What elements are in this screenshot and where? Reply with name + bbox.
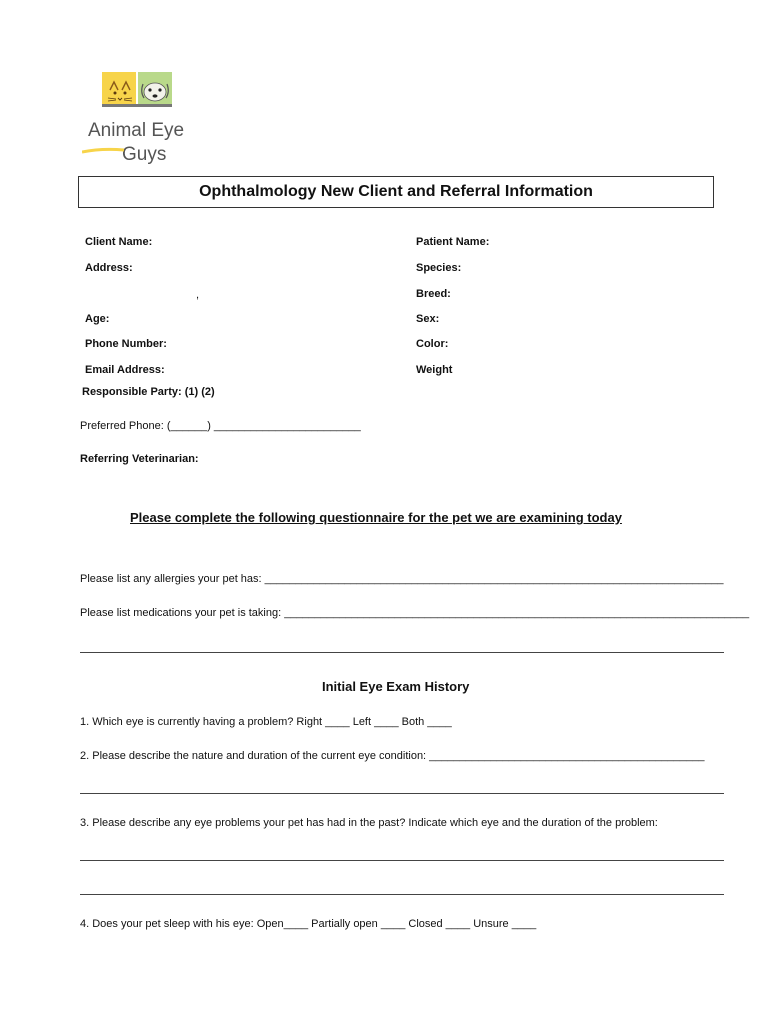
history-heading: Initial Eye Exam History <box>322 679 470 694</box>
color-label: Color: <box>416 338 449 350</box>
phone-number-label: Phone Number: <box>85 338 167 350</box>
animal-eye-guys-logo <box>82 70 194 170</box>
medications-extra-line[interactable] <box>80 652 724 653</box>
age-label: Age: <box>85 313 110 325</box>
responsible-party-label: Responsible Party: (1) (2) <box>82 386 215 398</box>
logo-graphic <box>82 70 194 170</box>
question-3-line-2[interactable] <box>80 894 724 895</box>
referring-veterinarian-label: Referring Veterinarian: <box>80 453 199 465</box>
address-comma: , <box>196 289 200 301</box>
weight-label: Weight <box>416 364 453 376</box>
form-title-box <box>78 176 714 208</box>
form-title: Ophthalmology New Client and Referral Information <box>199 183 593 200</box>
medications-field[interactable]: Please list medications your pet is taking: ____________________________________________________________________________ <box>80 607 750 619</box>
address-label: Address: <box>85 262 133 274</box>
questionnaire-heading: Please complete the following questionnaire for the pet we are examining today <box>130 510 622 525</box>
sex-label: Sex: <box>416 313 440 325</box>
question-1[interactable]: 1. Which eye is currently having a problem? Right ____ Left ____ Both ____ <box>80 716 452 728</box>
question-2-extra-line[interactable] <box>80 793 724 794</box>
logo-line2: Guys <box>122 144 167 165</box>
logo-line1: Animal Eye <box>88 120 185 141</box>
patient-name-label: Patient Name: <box>416 236 490 248</box>
question-4[interactable]: 4. Does your pet sleep with his eye: Open____ Partially open ____ Closed ____ Unsure ____ <box>80 918 537 930</box>
client-name-label: Client Name: <box>85 236 153 248</box>
email-address-label: Email Address: <box>85 364 165 376</box>
question-2[interactable]: 2. Please describe the nature and duration of the current eye condition: _____________________________________________ <box>80 750 705 762</box>
question-3-line-1[interactable] <box>80 860 724 861</box>
preferred-phone-field[interactable]: Preferred Phone: (______) ________________________ <box>80 420 361 432</box>
question-3: 3. Please describe any eye problems your pet has had in the past? Indicate which eye and the duration of the problem: <box>80 817 658 829</box>
allergies-field[interactable]: Please list any allergies your pet has: ___________________________________________________________________________ <box>80 573 724 585</box>
breed-label: Breed: <box>416 288 451 300</box>
species-label: Species: <box>416 262 462 274</box>
